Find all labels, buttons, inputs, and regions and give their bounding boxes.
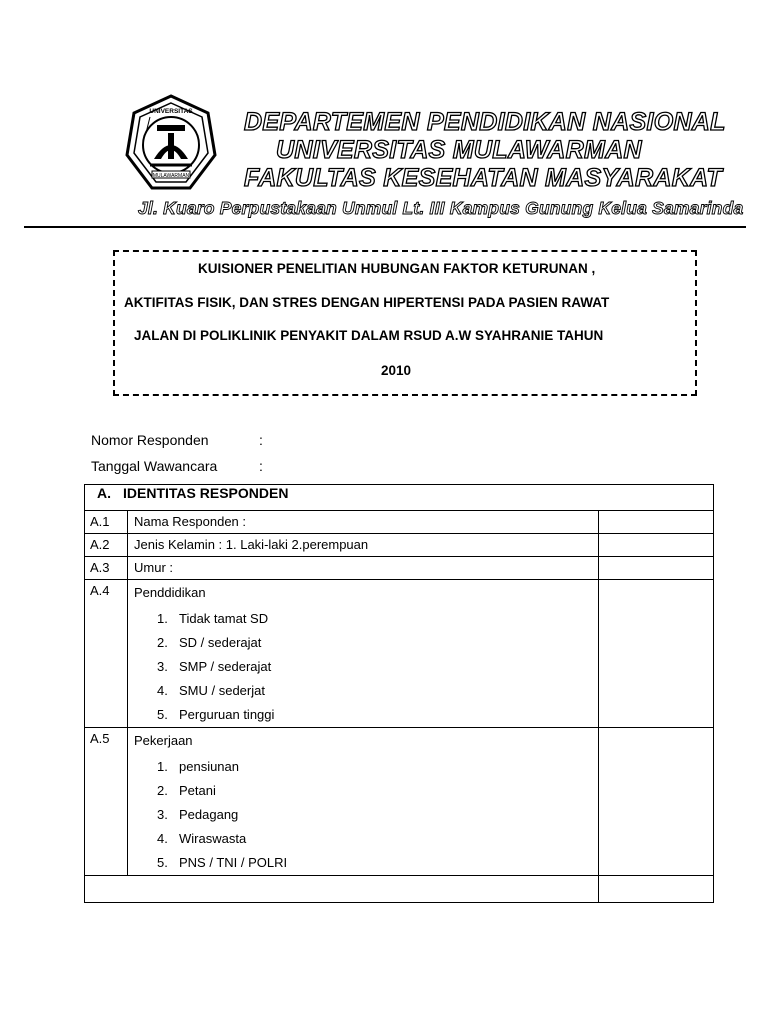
list-item: 4. SMU / sederjat [157,683,265,698]
item-nama-responden: Nama Responden : [128,511,599,534]
list-item: 1. pensiunan [157,759,239,774]
header-university: UNIVERSITAS MULAWARMAN [276,136,642,164]
svg-text:UNIVERSITAS: UNIVERSITAS [149,108,193,115]
table-row [85,557,714,580]
table-row [85,534,714,557]
title-line-1: KUISIONER PENELITIAN HUBUNGAN FAKTOR KETURUNAN , [198,261,596,276]
section-a-heading: IDENTITAS RESPONDEN [123,485,289,501]
list-item: 5. Perguruan tinggi [157,707,275,722]
identitas-responden-table [84,484,714,903]
answer-cell-pendidikan[interactable] [599,580,714,728]
item-jenis-kelamin: Jenis Kelamin : 1. Laki-laki 2.perempuan [128,534,599,557]
table-row [85,511,714,534]
list-item: 5. PNS / TNI / POLRI [157,855,288,870]
item-code: A.3 [85,557,128,580]
list-item: 3. SMP / sederajat [157,659,272,674]
section-header-row [85,485,714,511]
header-address: Jl. Kuaro Perpustakaan Unmul Lt. III Kampus Gunung Kelua Samarinda [138,198,744,218]
tanggal-wawancara-colon: : [259,458,263,474]
item-code: A.2 [85,534,128,557]
nomor-responden-row [91,432,263,448]
empty-row-cell [85,876,599,903]
item-code: A.1 [85,511,128,534]
answer-cell-jenis-kelamin[interactable] [599,534,714,557]
table-row [85,580,714,728]
nomor-responden-label: Nomor Responden [91,432,209,448]
answer-cell-nama[interactable] [599,511,714,534]
section-a-title [85,485,714,511]
title-line-2: AKTIFITAS FISIK, DAN STRES DENGAN HIPERTENSI PADA PASIEN RAWAT [124,295,610,310]
tanggal-wawancara-label: Tanggal Wawancara [91,458,218,474]
header-faculty: FAKULTAS KESEHATAN MASYARAKAT [244,164,723,192]
pendidikan-options [134,607,598,727]
question-pekerjaan: Pekerjaan [134,733,193,748]
list-item: 2. Petani [157,783,216,798]
list-item: 3. Pedagang [157,807,239,822]
list-item: 4. Wiraswasta [157,831,247,846]
svg-text:MULAWARMAN: MULAWARMAN [152,173,190,179]
item-umur: Umur : [128,557,599,580]
section-a-letter: A. [97,485,111,501]
answer-cell-umur[interactable] [599,557,714,580]
question-pendidikan: Penddidikan [134,585,206,600]
item-code: A.4 [85,580,128,728]
table-row [85,876,714,903]
nomor-responden-colon: : [259,432,263,448]
title-box [113,250,697,396]
table-row [85,728,714,876]
list-item: 1. Tidak tamat SD [157,611,269,626]
answer-cell-empty[interactable] [599,876,714,903]
item-pendidikan [128,580,599,728]
item-code: A.5 [85,728,128,876]
header-department: DEPARTEMEN PENDIDIKAN NASIONAL [244,108,726,136]
university-seal-icon [124,93,218,193]
tanggal-wawancara-row [91,458,263,474]
title-line-3: JALAN DI POLIKLINIK PENYAKIT DALAM RSUD A.W SYAHRANIE TAHUN [134,328,604,343]
item-pekerjaan [128,728,599,876]
answer-cell-pekerjaan[interactable] [599,728,714,876]
pekerjaan-options [134,755,598,875]
title-line-4: 2010 [381,363,412,378]
list-item: 2. SD / sederajat [157,635,262,650]
header-divider [24,226,746,228]
